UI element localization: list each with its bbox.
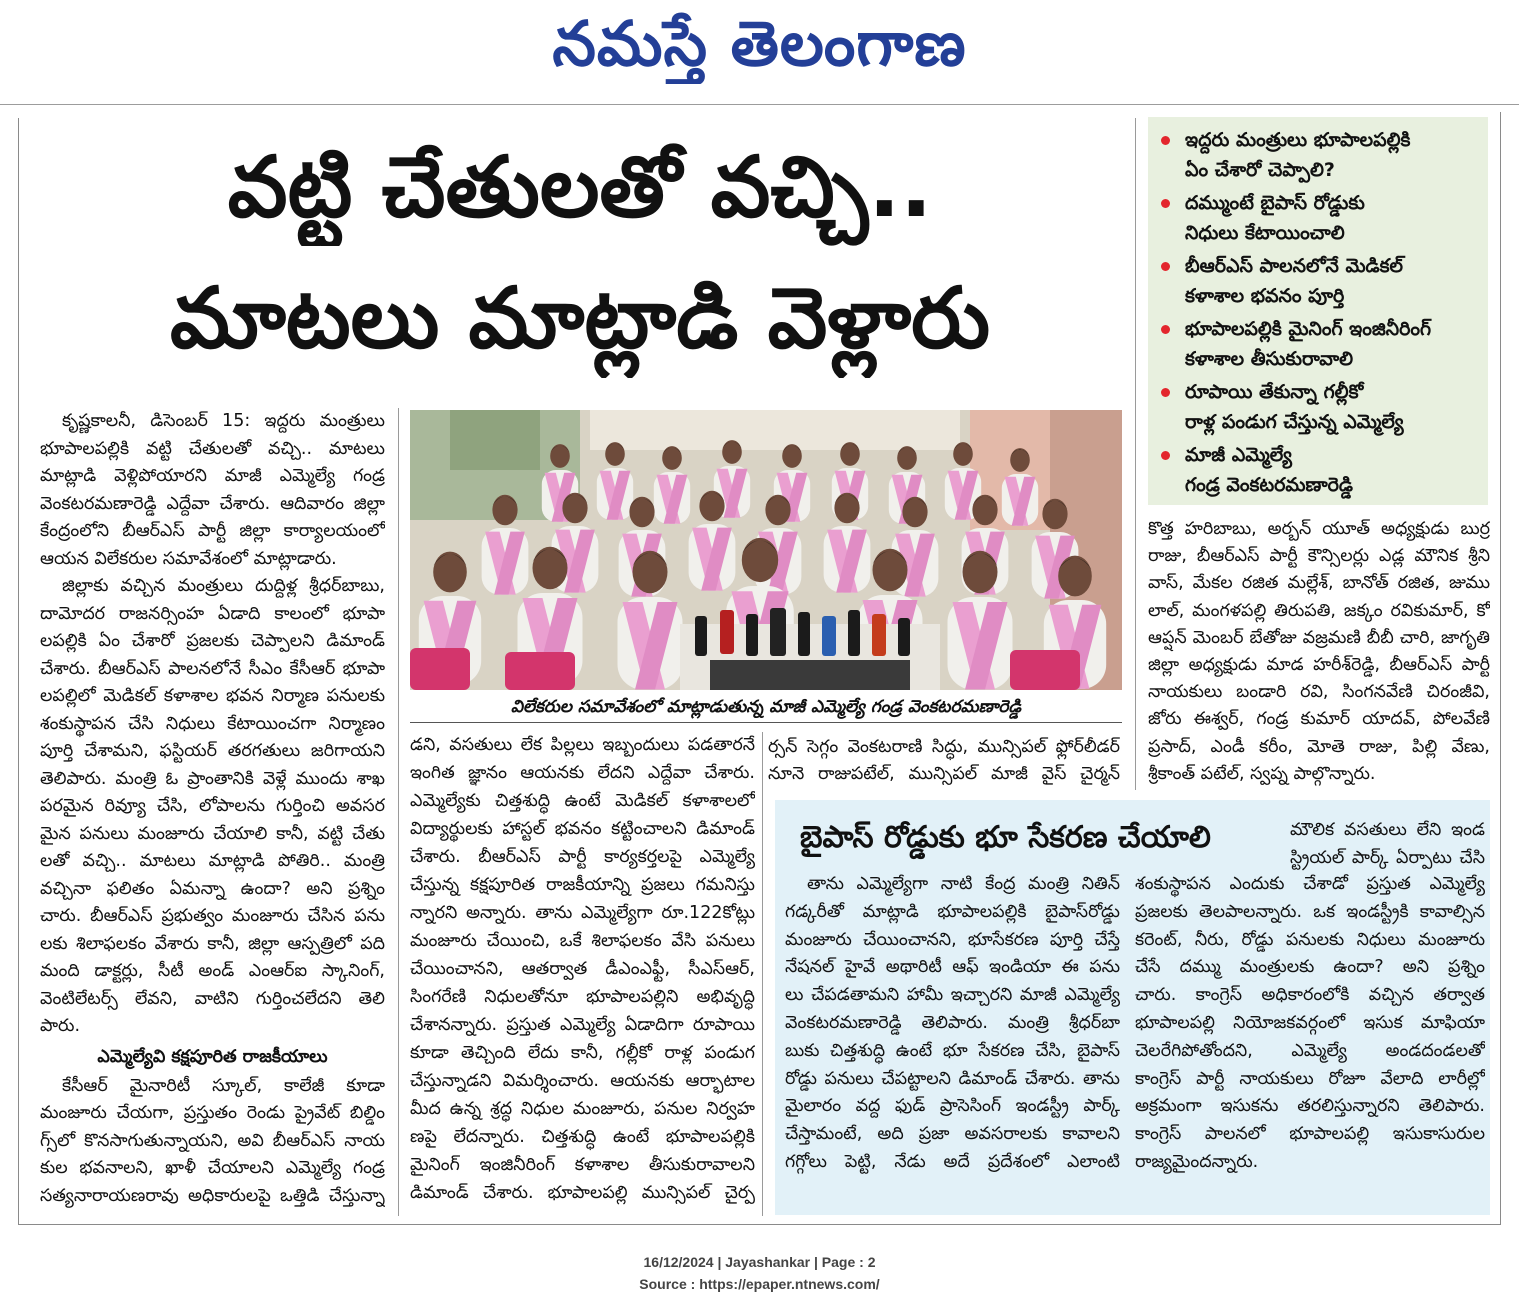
highlight-line: కళాశాల తీసుకురావాలి <box>1185 348 1354 370</box>
text-line: బుకు చిత్తశుద్ధి ఉంటే భూ సేకరణ చేసి, బైపాస్ <box>785 1040 1120 1061</box>
text-line: సింగరేణి నిధులతోనూ భూపాలపల్లిని అభివృద్ధి <box>410 987 755 1007</box>
article-frame-bottom <box>18 1224 1501 1225</box>
text-line: లకు శిలాఫలకం వేశారు కానీ, జిల్లా ఆస్పత్రిలో పది <box>40 933 385 954</box>
text-line: నాయకులు బండారి రవి, సింగనవేణి చిరంజీవి, <box>1148 682 1490 703</box>
highlight-item <box>1148 377 1488 437</box>
text-line: చేశారు. బీఆర్ఎస్ పార్టీ కార్యకర్తలపై ఎమ్మెల్యే <box>410 847 755 867</box>
text-line: చేస్తామంటే, అది ప్రజా అవసరాలకు కావాలని <box>785 1124 1120 1145</box>
column-divider <box>398 408 399 1216</box>
text-line: రాజు, బీఆర్ఎస్ పార్టీ కౌన్సిలర్లు ఎడ్ల మౌనిక శ్రీని <box>1148 546 1490 567</box>
press-meet-photo <box>410 410 1122 690</box>
highlight-line: రాళ్ల పండుగ చేస్తున్న ఎమ్మెల్యే <box>1185 411 1404 433</box>
footer-edition-info: 16/12/2024 | Jayashankar | Page : 2 <box>643 1254 876 1270</box>
text-line: మంజూరు చేయగా, ప్రస్తుతం రెండు ప్రైవేట్ బిల్డిం <box>40 1103 385 1123</box>
text-line: మంది డాక్టర్లు, సీటీ అండ్ ఎంఆర్ఐ స్కానింగ్, <box>40 961 385 981</box>
text-line: వాస్, మేకల రజిత మల్లేశ్, బానోత్ రజిత, జుము <box>1148 573 1490 594</box>
text-line: గగ్గోలు పెట్టి, నేడు అదే ప్రదేశంలో ఎలాంటి <box>785 1151 1120 1172</box>
text-line: మైనింగ్ ఇంజినీరింగ్ కళాశాల తీసుకురావాలని <box>410 1155 755 1175</box>
bullet-icon <box>1161 199 1170 208</box>
highlight-line: మాజీ ఎమ్మెల్యే <box>1185 444 1292 466</box>
bullet-icon <box>1161 136 1170 145</box>
text-line: తెలిపారు. మంత్రి ఓ ప్రాంతానికి వెళ్లే ముందు శాఖ <box>40 768 385 789</box>
section-subheading: ఎమ్మెల్యేవి కక్షపూరిత రాజకీయాలు <box>97 1046 328 1067</box>
highlight-line: కళాశాల భవనం పూర్తి <box>1185 285 1345 307</box>
sidebar-box-column-right-top <box>1290 816 1485 872</box>
article-column-2 <box>410 731 755 1211</box>
text-line: చేసే దమ్ము మంత్రులకు ఉందా? అని ప్రశ్నిం <box>1135 957 1485 978</box>
text-line: చేశానన్నారు. ప్రస్తుత ఎమ్మెల్యే ఏడాదిగా రూపాయి <box>410 1015 755 1035</box>
article-column-4 <box>1148 516 1490 792</box>
sidebar-box-heading: బైపాస్ రోడ్డుకు భూ సేకరణ చేయాలి <box>800 820 1211 855</box>
text-line: కృష్ణకాలనీ, డిసెంబర్ 15: ఇద్దరు మంత్రులు <box>62 411 385 431</box>
text-line: ప్రసాద్, ఎండీ కరీం, మోతె రాజు, పిల్లి వేణు, <box>1148 736 1490 757</box>
column-divider <box>762 732 763 1216</box>
headline-line-2: మాటలు మాట్లాడి వెళ్లారు <box>169 269 991 367</box>
text-line: రాజ్యమైందన్నారు. <box>1135 1151 1259 1172</box>
text-line: వెంకటరమణారెడ్డి తెలిపారు. మంత్రి శ్రీధర్‌బా <box>785 1012 1120 1033</box>
text-line: చేయించానని, ఆతర్వాత డీఎంఎఫ్టీ, సీఎస్ఆర్, <box>410 959 755 979</box>
text-line: వెంటిలేటర్స్ లేవని, వాటిని గుర్తించలేదని తెలి <box>40 988 385 1009</box>
highlight-line: గండ్ర వెంకటరమణారెడ్డి <box>1185 474 1353 496</box>
highlights-box <box>1148 117 1488 505</box>
text-line: శ్రీకాంత్ పటేల్, స్వప్న పాల్గొన్నారు. <box>1148 763 1376 784</box>
text-line: ణపై లేదన్నారు. చిత్తశుద్ధి ఉంటే భూపాలపల్లికి <box>410 1127 755 1147</box>
highlight-line: ఇద్దరు మంత్రులు భూపాలపల్లికి <box>1185 129 1411 151</box>
text-line: చేస్తున్నాడని విమర్శించారు. ఆయనకు ఆర్భాటాల <box>410 1071 755 1091</box>
highlight-item <box>1148 188 1488 248</box>
text-line: భూపాలపల్లికి వట్టి చేతులతో వచ్చి.. మాటలు <box>40 438 385 459</box>
text-line: లపల్లికి ఏం చేశారో ప్రజలకు చెప్పాలని డిమాండ్ <box>40 631 385 651</box>
text-line: కేంద్రంలోని బీఆర్ఎస్ పార్టీ జిల్లా కార్యాలయంలో <box>40 521 385 541</box>
text-line: లాల్, మంగళపల్లి తిరుపతి, జక్కం రవికుమార్, కో <box>1148 600 1490 621</box>
text-line: మీద ఉన్న శ్రద్ధ నిధుల మంజూరు, పనుల నిర్వహ <box>410 1099 755 1119</box>
column-divider <box>1135 118 1136 790</box>
text-line: జిల్లా అధ్యక్షుడు మాడ హరీశ్‌రెడ్డి, బీఆర్ఎస్ పార్టీ <box>1148 654 1490 675</box>
text-line: మైన పనులు మంజూరు చేయాలి కానీ, వట్టి చేతు <box>40 823 385 844</box>
text-line: కరెంట్, నీరు, రోడ్డు పనులకు నిధులు మంజూరు <box>1135 929 1485 950</box>
highlight-line: భూపాలపల్లికి మైనింగ్ ఇంజినీరింగ్ <box>1185 318 1432 340</box>
text-line: ఆయన విలేకరుల సమావేశంలో మాట్లాడారు. <box>40 548 337 569</box>
article-frame-left <box>18 118 19 1224</box>
text-line: అక్రమంగా ఇసుకను తరలిస్తున్నారని తెలిపారు. <box>1135 1096 1485 1117</box>
text-line: చారు. బీఆర్ఎస్ ప్రభుత్వం మంజూరు చేసిన పను <box>40 906 385 926</box>
sidebar-box-column-left <box>785 871 1120 1181</box>
text-line: భూపాలపల్లి నియోజకవర్గంలో ఇసుక మాఫియా <box>1135 1012 1485 1033</box>
text-line: డని, వసతులు లేక పిల్లలు ఇబ్బందులు పడతారనే <box>410 735 755 755</box>
text-line: గ్స్‌లో కొనసాగుతున్నాయని, అవి బీఆర్ఎస్ నాయ <box>40 1130 385 1151</box>
newspaper-masthead: నమస్తే తెలంగాణ <box>552 7 967 80</box>
text-line: మాట్లాడి వెళ్లిపోయారని మాజీ ఎమ్మెల్యే గండ్ర <box>40 466 385 486</box>
text-line: శంకుస్థాపన ఎందుకు చేశాడో ప్రస్తుత ఎమ్మెల్యే <box>1135 874 1485 894</box>
highlight-line: బీఆర్ఎస్ పాలనలోనే మెడికల్ <box>1185 255 1403 277</box>
text-line: మంజూరు చేయించి, ఒకే శిలాఫలకం వేసి పనులు <box>410 931 755 951</box>
text-line: ర్సన్ సెగ్గం వెంకటరాణి సిద్ధు, మున్సిపల్ ఫ్లోర్‌లీడర్ <box>768 737 1120 757</box>
text-line: ఇంగిత జ్ఞానం ఆయనకు లేదని ఎద్దేవా చేశారు. <box>410 763 755 783</box>
text-line: లతో వచ్చి.. మాటలు మాట్లాడి పోతిరి.. మంత్రి <box>40 851 385 871</box>
text-line: కేసీఆర్ మైనారిటీ స్కూల్, కాలేజీ కూడా <box>62 1075 385 1096</box>
article-frame-right <box>1500 112 1501 1224</box>
text-line: విద్యార్థులకు హాస్టల్ భవనం కట్టించాలని డిమాండ్ <box>410 819 755 839</box>
text-line: జిల్లాకు వచ్చిన మంత్రులు దుద్దిళ్ల శ్రీధర్‌బాబు, <box>62 576 385 596</box>
text-line: కూడా తెచ్చింది లేదు కానీ, గల్లీకో రాళ్ల పండుగ <box>410 1043 755 1063</box>
text-line: పరమైన రివ్యూ చేసి, లోపాలను గుర్తించి అవసర <box>40 796 385 816</box>
text-line: సత్యనారాయణరావు అధికారులపై ఒత్తిడి చేస్తున్నా <box>40 1185 385 1206</box>
footer-source: Source : https://epaper.ntnews.com/ <box>639 1276 880 1292</box>
text-line: రోడ్డు పనులు చేపట్టాలని డిమాండ్ చేశారు. తాను <box>785 1068 1120 1089</box>
photo-caption: విలేకరుల సమావేశంలో మాట్లాడుతున్న మాజీ ఎమ్మెల్యే గండ్ర వెంకటరమణారెడ్డి <box>410 692 1122 723</box>
article-column-3 <box>768 734 1120 790</box>
text-line: తాను ఎమ్మెల్యేగా నాటి కేంద్ర మంత్రి నితిన్ <box>807 874 1120 894</box>
text-line: ఎమ్మెల్యేకు చిత్తశుద్ధి ఉంటే మెడికల్ కళాశాలలో <box>410 791 755 811</box>
text-line: నూనె రాజుపటేల్, మున్సిపల్ మాజీ వైస్ చైర్మన్ <box>768 764 1120 784</box>
sidebar-box-column-right <box>1135 871 1485 1181</box>
article-column-1 <box>40 408 385 1216</box>
masthead-divider <box>0 104 1519 105</box>
highlight-item <box>1148 125 1488 185</box>
text-line: కాంగ్రెస్ పార్టీ నాయకులు రోజూ వేలాది లారీల్లో <box>1135 1068 1485 1089</box>
text-line: డిమాండ్ చేశారు. భూపాలపల్లి మున్సిపల్ చైర్ప <box>410 1183 755 1203</box>
text-line: చేస్తున్న కక్షపూరిత రాజకీయాన్ని ప్రజలు గమనిస్తు <box>410 875 755 895</box>
text-line: దామోదర రాజనర్సింహ ఏడాది కాలంలో భూపా <box>40 603 385 624</box>
text-line: చారు. కాంగ్రెస్ అధికారంలోకి వచ్చిన తర్వాత <box>1135 985 1485 1006</box>
bullet-icon <box>1161 388 1170 397</box>
highlight-item <box>1148 314 1488 374</box>
highlight-item <box>1148 251 1488 311</box>
highlight-item <box>1148 440 1488 500</box>
text-line: లపల్లిలో మెడికల్ కళాశాల భవన నిర్మాణ పనులకు <box>40 686 385 706</box>
bullet-icon <box>1161 325 1170 334</box>
text-line: చెలరేగిపోతోందని, ఎమ్మెల్యే అండదండలతో <box>1135 1040 1485 1061</box>
text-line: కాంగ్రెస్ పాలనలో భూపాలపల్లి ఇసుకాసురుల <box>1135 1124 1485 1145</box>
highlight-line: నిధులు కేటాయించాలి <box>1185 222 1345 244</box>
text-line: లు చేపడతామని హామీ ఇచ్చారని మాజీ ఎమ్మెల్యే <box>785 985 1120 1006</box>
text-line: న్నారని అన్నారు. తాను ఎమ్మెల్యేగా రూ.122కోట్లు <box>410 903 755 923</box>
text-line: గడ్కరీతో మాట్లాడి భూపాలపల్లికి బైపాస్‌రోడ్డు <box>785 901 1120 922</box>
text-line: ప్రజలకు తెలపాలన్నారు. ఒక ఇండస్ట్రీకి కావాల్సిన <box>1135 901 1485 922</box>
text-line: మౌలిక వసతులు లేని ఇండ <box>1290 820 1485 840</box>
highlight-line: దమ్ముంటే బైపాస్ రోడ్డుకు <box>1185 192 1365 214</box>
text-line: కుల భవనాలని, ఖాళీ చేయాలని ఎమ్మెల్యే గండ్ర <box>40 1158 385 1178</box>
text-line: వచ్చినా ఫలితం ఏమన్నా ఉందా? అని ప్రశ్నిం <box>40 878 385 899</box>
headline-line-1: వట్టి చేతులతో వచ్చి.. <box>227 138 933 236</box>
text-line: చేశారు. బీఆర్ఎస్ పాలనలోనే సీఎం కేసీఆర్ భూపా <box>40 658 385 679</box>
page-footer <box>0 1251 1519 1295</box>
text-line: ఆప్షన్ మెంబర్ బేతోజు వజ్రమణి బీబీ చారి, జాగృతి <box>1148 627 1490 648</box>
text-line: శంకుస్థాపన చేసి నిధులు కేటాయించగా నిర్మాణం <box>40 713 385 734</box>
text-line: పూర్తి చేశామని, ఫస్టియర్ తరగతులు జరిగాయని <box>40 741 385 761</box>
bullet-icon <box>1161 262 1170 271</box>
text-line: మైలారం వద్ద ఫుడ్ ప్రాసెసింగ్ ఇండస్ట్రీ పార్క్ <box>785 1096 1120 1117</box>
bullet-icon <box>1161 451 1170 460</box>
text-line: వెంకటరమణారెడ్డి ఎద్దేవా చేశారు. ఆదివారం జిల్లా <box>40 493 385 514</box>
text-line: మంజూరు చేయించానని, భూసేకరణ పూర్తి చేస్తే <box>785 929 1120 950</box>
text-line: కొత్త హరిబాబు, అర్బన్ యూత్ అధ్యక్షుడు బుర్ర <box>1148 519 1490 539</box>
text-line: స్ట్రియల్ పార్క్ ఏర్పాటు చేసి <box>1290 848 1485 868</box>
highlight-line: రూపాయి తేకున్నా గల్లీకో <box>1185 381 1364 403</box>
text-line: జోరు ఈశ్వర్, గండ్ర కుమార్ యాదవ్, పోలవేణి <box>1148 709 1490 730</box>
text-line: నేషనల్ హైవే అథారిటీ ఆఫ్ ఇండియా ఈ పను <box>785 957 1120 978</box>
highlight-line: ఏం చేశారో చెప్పాలి? <box>1185 159 1335 181</box>
text-line: పారు. <box>40 1016 81 1036</box>
